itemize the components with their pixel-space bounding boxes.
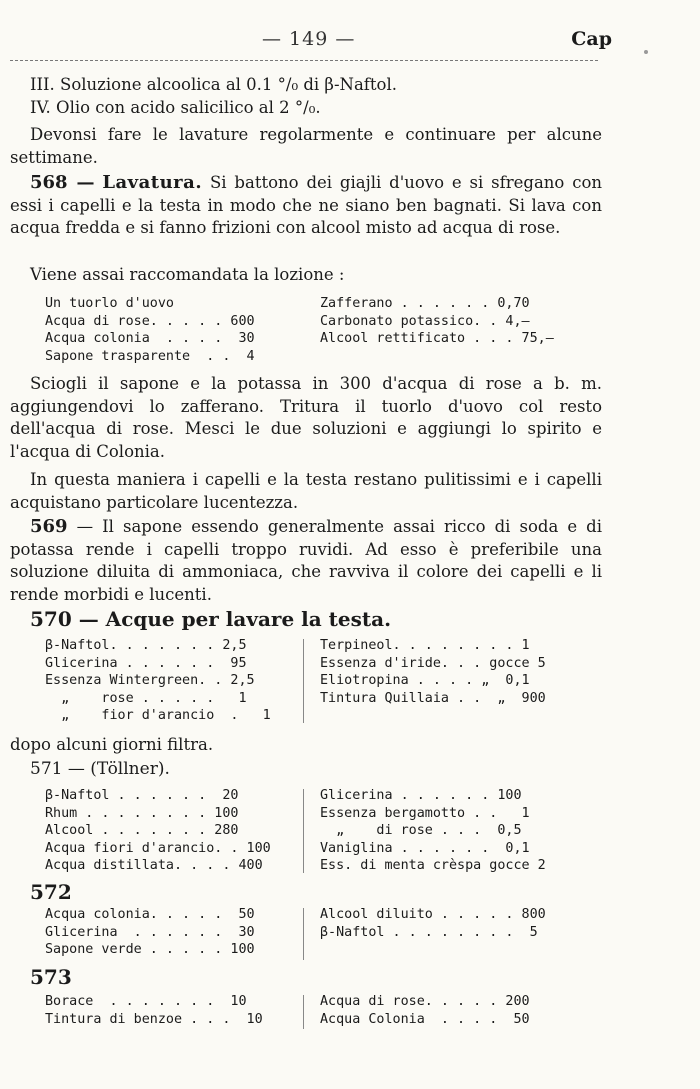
wash-note: Devonsi fare le lavature regolarmente e continuare per alcune settimane. [10,125,602,167]
running-head: Cap [571,28,612,50]
ingredient: Acqua colonia. . . . . 50 [45,907,255,922]
ingredient: Un tuorlo d'uovo [45,296,174,311]
ingredient: Essenza d'iride. . . gocce 5 [320,655,546,671]
ingredient: Glicerina . . . . . . 30 [45,924,255,940]
recipe-568-left [45,295,290,365]
recipe-570-after: dopo alcuni giorni filtra. [10,735,214,754]
recipe-572-heading: 572 [30,880,72,904]
recipe-569-body: — Il sapone essendo generalmente assai ricco di soda e di potassa rende i capelli troppo ruvidi. Ad esso è preferibile una soluzione diluita di ammoniaca, che ravviva il colore dei capelli e li rende morbidi e lucenti. [10,517,602,604]
recipe-572-left [45,906,290,959]
page-header [0,28,700,54]
ingredient: Alcool rettificato . . . 75,— [320,331,554,346]
recipe-570-right [320,637,570,707]
intro-line-3: III. Soluzione alcoolica al 0.1 °/₀ di β-Naftol. [30,75,398,94]
recipe-569-text [10,516,602,606]
recipe-570-left [45,637,290,725]
ingredient: Ess. di menta crèspa gocce 2 [320,858,546,873]
ingredient: Rhum . . . . . . . . 100 [45,805,239,821]
ingredient: „ fior d'arancio . 1 [45,708,271,723]
ingredient: Sapone trasparente . . 4 [45,348,255,364]
column-separator [303,639,304,723]
recipe-573-left [45,993,290,1028]
recipe-571-left [45,787,290,875]
ingredient: Terpineol. . . . . . . . 1 [320,638,530,653]
recipe-568-right [320,295,570,348]
ingredient: Borace . . . . . . . 10 [45,994,247,1009]
recipe-568-title: Lavatura. [102,172,203,193]
ingredient: β-Naftol . . . . . . 20 [45,788,239,803]
ingredient: Glicerina . . . . . . 100 [320,788,522,803]
ingredient: Tintura Quillaia . . „ 900 [320,690,546,706]
ingredient: Carbonato potassico. . 4,— [320,313,530,329]
page-number: — 149 — [262,28,356,50]
recipe-571-right [320,787,570,875]
ingredient: „ rose . . . . . 1 [45,690,247,706]
paper-speck [644,50,648,54]
recipe-571-heading: 571 — (Töllner). [30,759,170,779]
ingredient: Alcool diluito . . . . . 800 [320,907,546,922]
recipe-568-result: In questa maniera i capelli e la testa restano pulitissimi e i capelli acquistano particolare lucentezza. [10,470,602,512]
ingredient: Zafferano . . . . . . 0,70 [320,296,530,311]
recipe-569-number: 569 [30,516,68,537]
ingredient: Alcool . . . . . . . 280 [45,823,239,838]
ingredient: Glicerina . . . . . . 95 [45,655,247,671]
ingredient: Essenza Wintergreen. . 2,5 [45,673,255,688]
ingredient: Vaniglina . . . . . . 0,1 [320,840,530,856]
ingredient: β-Naftol . . . . . . . . 5 [320,924,538,940]
intro-line-4: IV. Olio con acido salicilico al 2 °/₀. [30,98,321,117]
ingredient: Acqua di rose. . . . . 200 [320,994,530,1009]
ingredient: Acqua fiori d'arancio. . 100 [45,840,271,856]
recipe-568-number: 568 — [30,172,95,193]
ingredient: Acqua Colonia . . . . 50 [320,1011,530,1027]
ingredient: Tintura di benzoe . . . 10 [45,1011,263,1027]
recipe-570-heading: 570 — Acque per lavare la testa. [30,607,392,631]
ingredient: „ di rose . . . 0,5 [320,823,522,838]
column-separator [303,995,304,1029]
header-rule [10,60,598,61]
ingredient: Acqua distillata. . . . 400 [45,858,263,873]
ingredient: β-Naftol. . . . . . . 2,5 [45,638,247,653]
column-separator [303,908,304,960]
column-separator [303,789,304,873]
ingredient: Acqua colonia . . . . 30 [45,331,255,346]
recipe-573-right [320,993,570,1028]
ingredient: Eliotropina . . . . „ 0,1 [320,673,530,688]
recipe-568-text [10,172,602,240]
recipe-568-method: Sciogli il sapone e la potassa in 300 d'acqua di rose a b. m. aggiungendovi lo zafferano. Tritura il tuorlo d'uovo col resto dell'acqua di rose. Mesci le due soluzioni e aggiungi lo spirito e l'acqua di Colonia. [10,374,602,461]
recipe-572-right [320,906,570,941]
recipe-568-body: Si battono dei giajli d'uovo e si sfregano con essi i capelli e la testa in modo che ne siano ben bagnati. Si lava con acqua fredda e si fanno frizioni con alcool misto ad acqua di rose. [10,173,603,237]
ingredient: Sapone verde . . . . . 100 [45,942,255,957]
ingredient: Acqua di rose. . . . . 600 [45,313,255,329]
lotion-intro: Viene assai raccomandata la lozione : [30,265,345,284]
recipe-573-heading: 573 [30,965,72,989]
ingredient: Essenza bergamotto . . 1 [320,805,530,821]
